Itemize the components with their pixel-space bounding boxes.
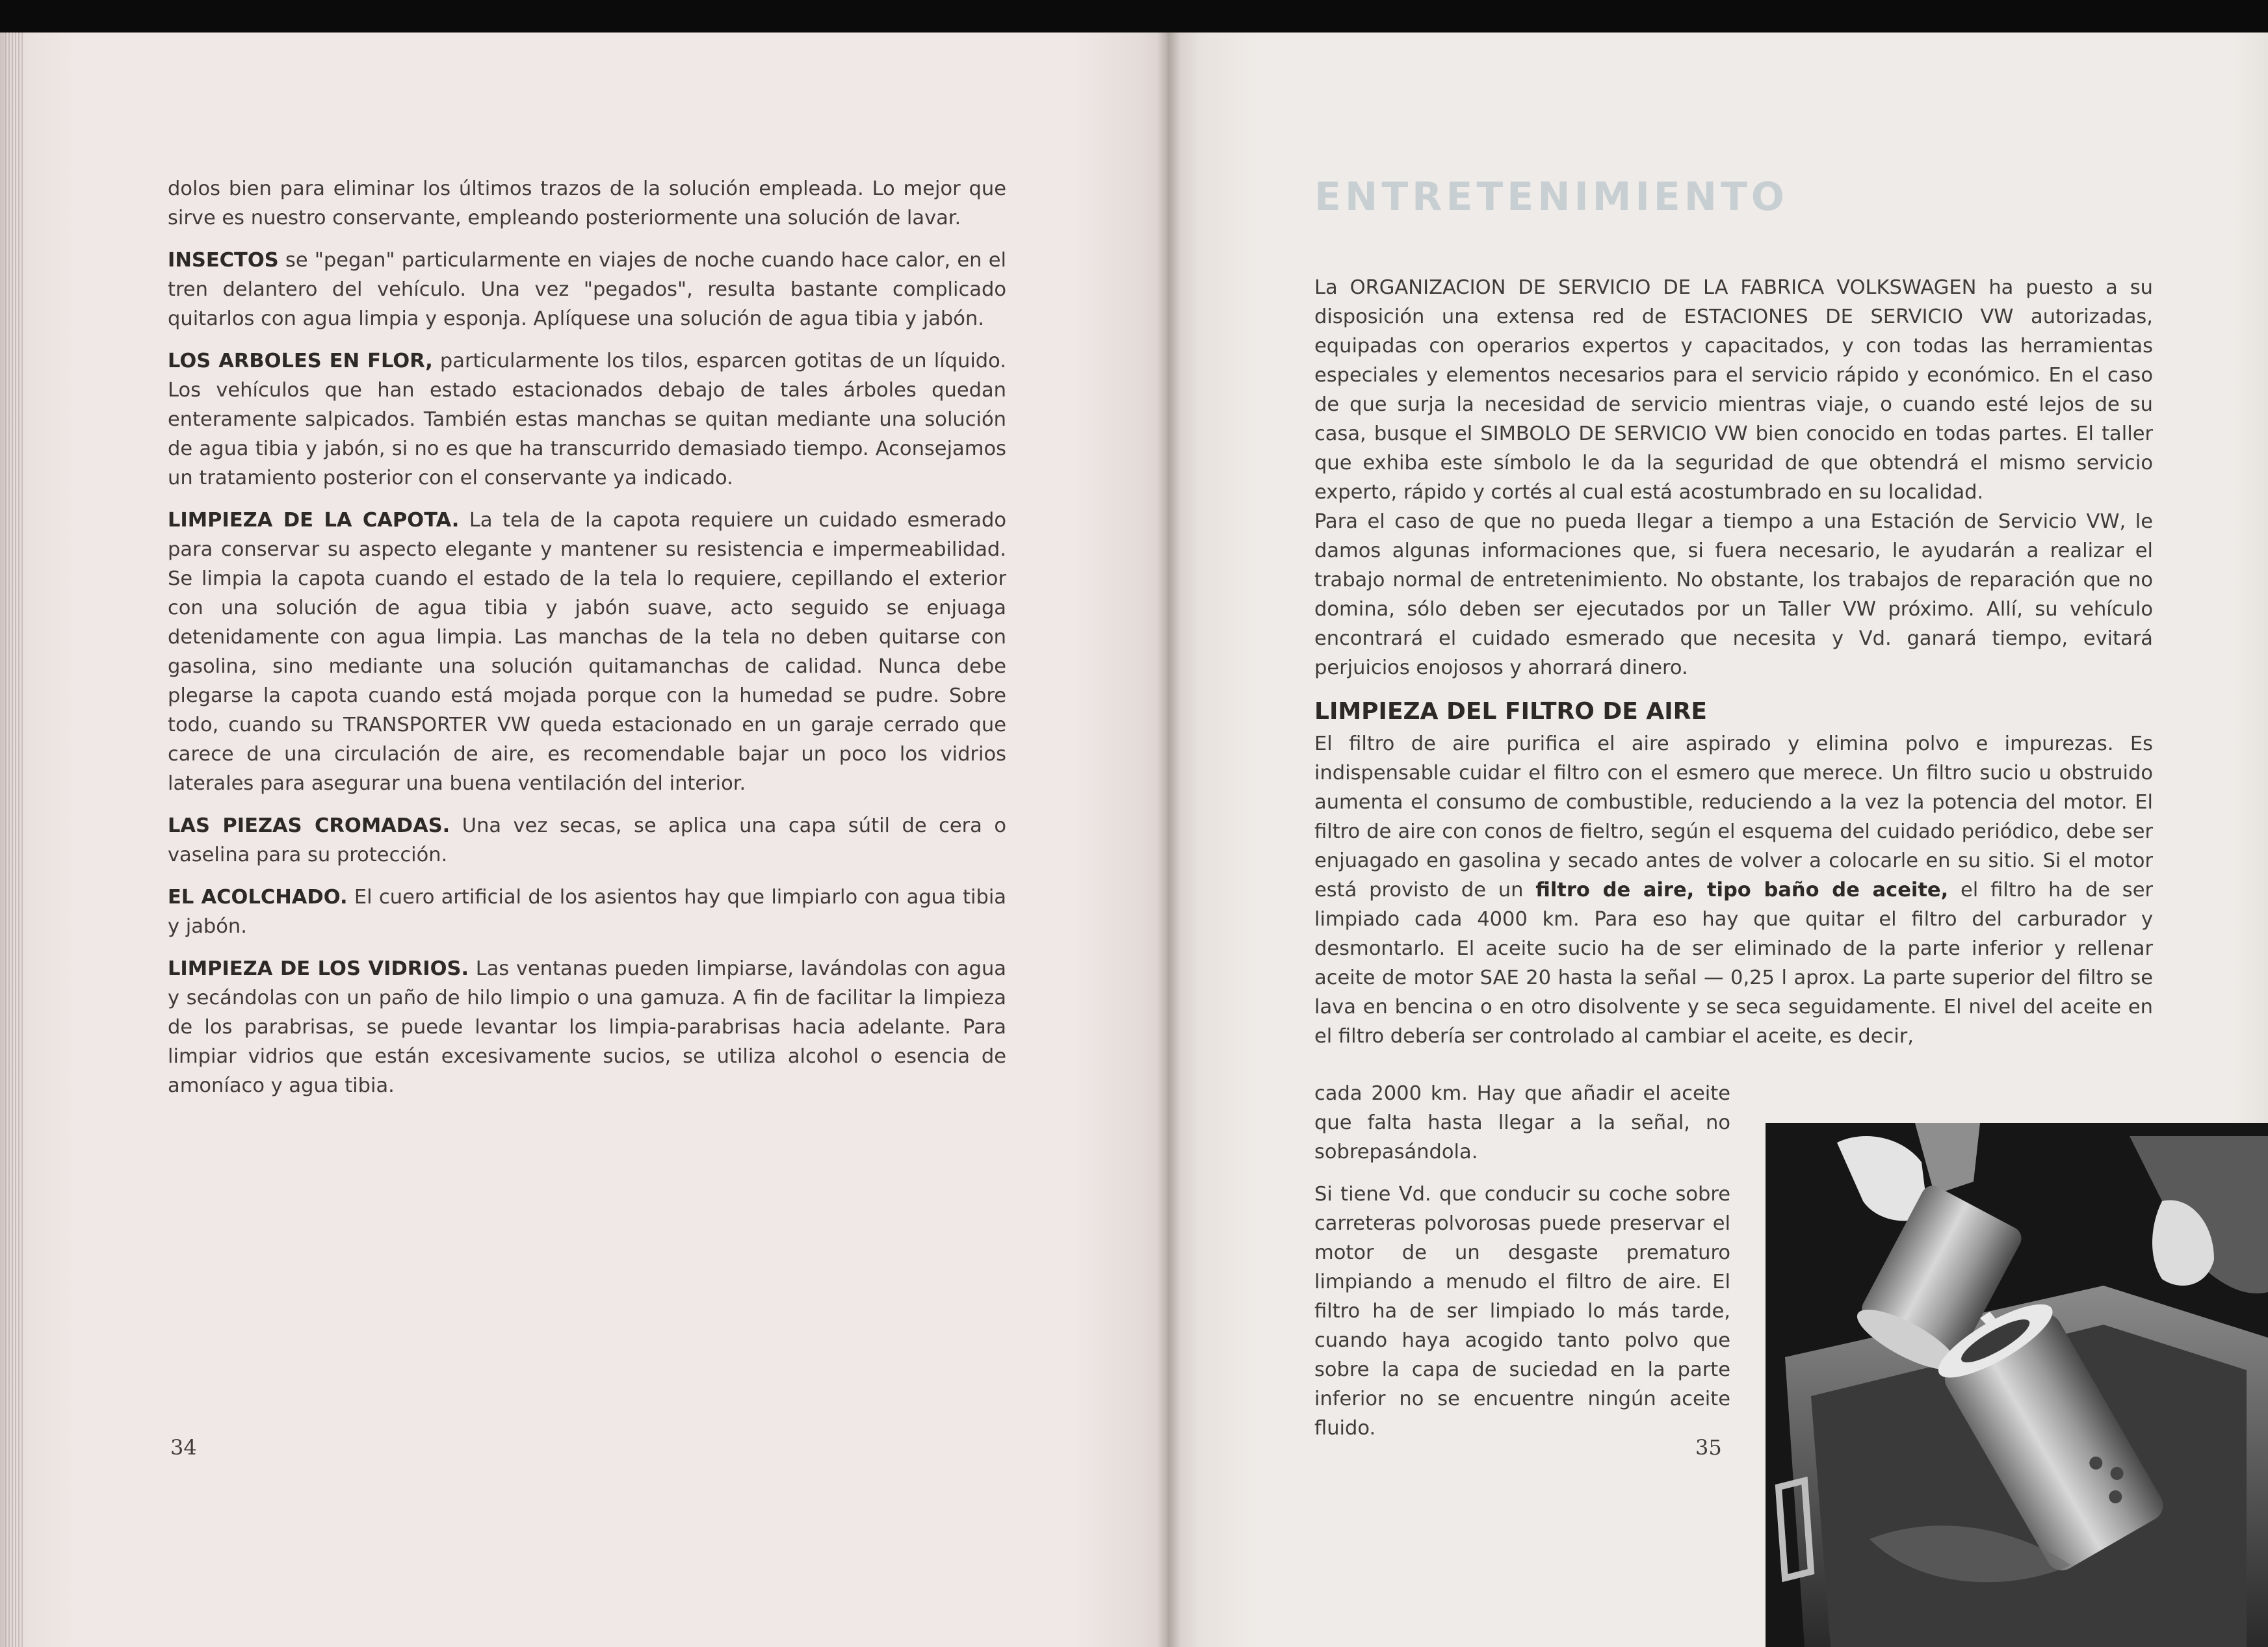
filter-narrow-1: cada 2000 km. Hay que añadir el aceite que falta hasta llegar a la señal, no sobrepasándola. bbox=[1314, 1082, 1730, 1163]
paragraph-lead: LIMPIEZA DE LA CAPOTA. bbox=[168, 509, 460, 532]
paragraph-vidrios bbox=[168, 954, 1006, 1100]
paragraph-text: particularmente los tilos, esparcen gotitas de un líquido. Los vehículos que han estado estacionados debajo de tales árboles quedan enteramente salpicados. También estas manchas se quitan mediante una solución de agua tibia y jabón, si no es que ha transcurrido demasiado tiempo. Aconsejamos un tratamiento posterior con el conservante ya indicado. bbox=[168, 350, 1006, 489]
filter-text-b: el filtro ha de ser limpiado cada 4000 km. Para eso hay que quitar el filtro del carburador y desmontarlo. El aceite sucio ha de ser eliminado de la parte inferior y rellenar aceite de motor SAE 20 hasta la señal — 0,25 l aprox. La parte superior del filtro se lava en bencina o en otro disolvente y se seca seguidamente. El nivel del aceite en el filtro debería ser controlado al cambiar el aceite, es decir, bbox=[1314, 879, 2154, 1048]
page-number-right: 35 bbox=[1695, 1435, 1722, 1460]
intro-paragraph-2: Para el caso de que no pueda llegar a tiempo a una Estación de Servicio VW, le damos algunas informaciones que, si fuera necesario, le ayudarán a realizar el trabajo normal de entretenimiento. No obstante, los trabajos de reparación que no domina, sólo deben ser ejecutados por un Taller VW próximo. Allí, su vehículo encontrará el cuidado esmerado que necesita y Vd. ganará tiempo, evitará perjuicios enojosos y ahorrará dinero. bbox=[1314, 510, 2153, 679]
paragraph-insectos bbox=[168, 246, 1006, 333]
page-title: ENTRETENIMIENTO bbox=[1314, 174, 1788, 220]
paragraph-text: Las ventanas pueden limpiarse, lavándolas con agua y secándolas con un paño de hilo limpio o una gamuza. A fin de facilitar la limpieza de los parabrisas, se puede levantar los limpia-parabrisas hacia adelante. Para limpiar vidrios que están excesivamente sucios, se utiliza alcohol o esencia de amoníaco y agua tibia. bbox=[168, 957, 1006, 1097]
filter-narrow-2: Si tiene Vd. que conducir su coche sobre carreteras polvorosas puede preservar el motor de un desgaste prematuro limpiando a menudo el filtro de aire. El filtro ha de ser limpiado lo más tarde, cuando haya acogido tanto polvo que sobre la capa de suciedad en la parte inferior no se encuentre ningún aceite fluido. bbox=[1314, 1183, 1730, 1440]
paragraph-text: La tela de la capota requiere un cuidado esmerado para conservar su aspecto elegante y mantener su resistencia e impermeabilidad. Se limpia la capota cuando el estado de la tela lo requiere, cepillando el exterior con una solución de agua tibia y jabón suave, acto seguido se enjuaga detenidamente con agua limpia. Las manchas de la tela no deben quitarse con gasolina, sino mediante una solución quitamanchas de calidad. Nunca debe plegarse la capota cuando está mojada porque con la humedad se pudre. Sobre todo, cuando su TRANSPORTER VW queda estacionado en un garaje cerrado que carece de una circulación de aire, es recomendable bajar un poco los vidrios laterales para asegurar una buena ventilación del interior. bbox=[168, 509, 1006, 795]
filter-text-a: El filtro de aire purifica el aire aspirado y elimina polvo e impurezas. Es indispensable cuidar el filtro con el esmero que merece. Un filtro sucio u obstruido aumenta el consumo de combustible, reduciendo a la vez la potencia del motor. El filtro de aire con conos de fieltro, según el esquema del cuidado periódico, debe ser enjuagado en gasolina y secado antes de volver a colocarle en su sitio. Si el motor está provisto de un bbox=[1314, 733, 2153, 901]
narrow-column bbox=[1314, 1079, 1730, 1456]
oil-pouring-illustration bbox=[1766, 1123, 2268, 1647]
paragraph-text: El cuero artificial de los asientos hay que limpiarlo con agua tibia y jabón. bbox=[168, 886, 1006, 938]
paragraph-continuation bbox=[168, 174, 1006, 233]
paragraph-text: Una vez secas, se aplica una capa sútil de cera o vaselina para su protección. bbox=[168, 814, 1006, 866]
section-heading: LIMPIEZA DEL FILTRO DE AIRE bbox=[1314, 698, 1707, 725]
paragraph-arboles bbox=[168, 346, 1006, 493]
filter-paragraph bbox=[1314, 729, 2153, 1051]
air-filter-photo bbox=[1766, 1123, 2268, 1647]
filter-bold: filtro de aire, tipo baño de aceite, bbox=[1535, 879, 1949, 901]
page-edges bbox=[5, 32, 25, 1647]
intro-paragraph-1: La ORGANIZACION DE SERVICIO DE LA FABRICA VOLKSWAGEN ha puesto a su disposición una extensa red de ESTACIONES DE SERVICIO VW autorizadas, equipadas con operarios expertos y capacitados, y con todas las herramientas especiales y elementos necesarios para el servicio rápido y económico. En el caso de que surja la necesidad de servicio mientras viaje, o cuando esté lejos de su casa, busque el SIMBOLO DE SERVICIO VW bien conocido en todas partes. El taller que exhiba este símbolo le da la seguridad de que obtendrá el mismo servicio experto, rápido y cortés al cual está acostumbrado en su localidad. bbox=[1314, 276, 2153, 504]
paragraph-lead: EL ACOLCHADO. bbox=[168, 886, 348, 909]
left-page-text bbox=[168, 174, 1006, 1113]
paragraph-capota bbox=[168, 506, 1006, 798]
paragraph-text: se "pegan" particularmente en viajes de noche cuando hace calor, en el tren delantero del vehículo. Una vez "pegados", resulta bastante complicado quitarlos con agua limpia y esponja. Aplíquese una solución de agua tibia y jabón. bbox=[168, 249, 1006, 330]
book-spine bbox=[1157, 32, 1180, 1647]
paragraph-lead: LIMPIEZA DE LOS VIDRIOS. bbox=[168, 957, 469, 980]
paragraph-acolchado bbox=[168, 883, 1006, 941]
paragraph-cromadas bbox=[168, 811, 1006, 870]
page-number-left: 34 bbox=[170, 1435, 197, 1460]
right-page-text bbox=[1314, 273, 2153, 1064]
paragraph-lead: LOS ARBOLES EN FLOR, bbox=[168, 350, 433, 372]
paragraph-text: dolos bien para eliminar los últimos trazos de la solución empleada. Lo mejor que sirve es nuestro conservante, empleando posteriormente una solución de lavar. bbox=[168, 177, 1006, 229]
paragraph-lead: LAS PIEZAS CROMADAS. bbox=[168, 814, 450, 837]
paragraph-lead: INSECTOS bbox=[168, 249, 279, 272]
